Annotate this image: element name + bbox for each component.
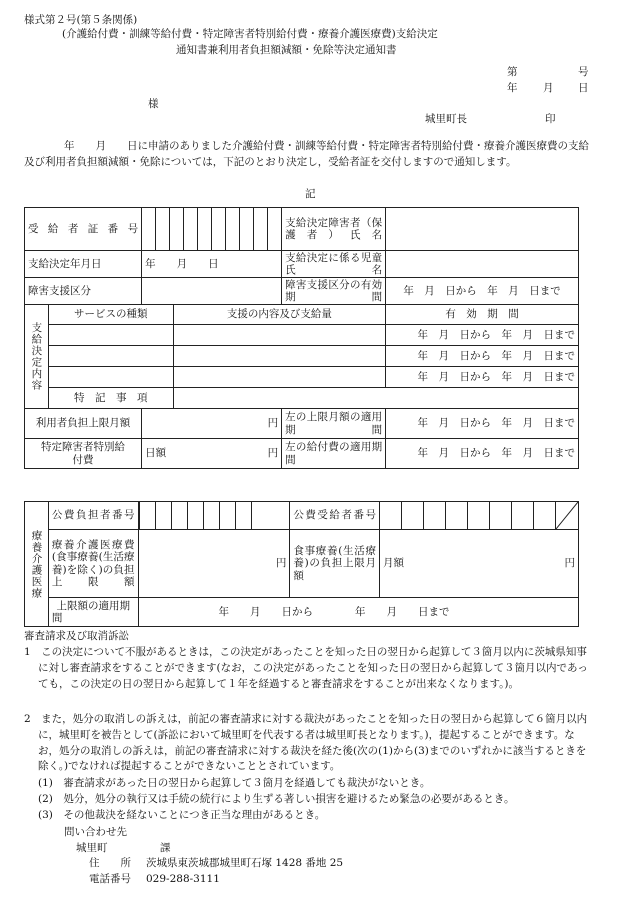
appeal-heading: 審査請求及び取消訴訟 bbox=[24, 630, 129, 642]
ki-label: 記 bbox=[305, 188, 316, 200]
decision-date-label: 支給決定年月日 bbox=[25, 251, 142, 278]
daily-amount-label: 日額 bbox=[145, 447, 167, 460]
appeal-item-3: (3) その他裁決を経ないことにつき正当な理由があるとき。 bbox=[38, 809, 326, 821]
contact-address-label: 住 所 bbox=[89, 857, 131, 869]
burden-period-value: 年 月 日から 年 月 日まで bbox=[386, 409, 579, 439]
special-notes-label: 特 記 事 項 bbox=[48, 388, 173, 409]
addressee-suffix: 様 bbox=[148, 98, 159, 110]
period-row-1: 年 月 日から 年 月 日まで bbox=[386, 325, 579, 346]
support-class-period-value: 年 月 日から 年 月 日まで bbox=[386, 278, 579, 305]
limit-period-value: 年 月 日から 年 月 日まで bbox=[138, 598, 578, 627]
special-benefit-value bbox=[142, 439, 282, 469]
detail-row-2 bbox=[173, 346, 385, 367]
child-name-label: 支給決定に係る児童氏名 bbox=[282, 251, 386, 278]
public-recipient-no-boxes bbox=[379, 502, 578, 530]
meal-limit-yen: 円 bbox=[564, 557, 575, 570]
date-month: 月 bbox=[543, 82, 554, 94]
recipient-no-label: 受給者証番号 bbox=[25, 208, 142, 251]
intro-text: 年 月 日に申請のありました介護給付費・訓練等給付費・特定障害者特別給付費・療養介護医療費の支給及び利用者負担額減額・免除については，下記のとおり決定し，受給者証を交付しますので通知します。 bbox=[24, 140, 589, 168]
date-year: 年 bbox=[507, 82, 518, 94]
medical-limit-label: 療養介護医療費(食事療養(生活療養)を除く)の負担上限額 bbox=[48, 530, 138, 598]
title-line-2: 通知書兼利用者負担額減額・免除等決定通知書 bbox=[176, 44, 397, 56]
burden-period-label: 左の上限月額の適用期間 bbox=[282, 409, 386, 439]
detail-row-3 bbox=[173, 367, 385, 388]
contact-tel: 029-288-3111 bbox=[146, 873, 220, 885]
guardian-name-value bbox=[386, 208, 579, 251]
contact-dept: 城里町 課 bbox=[76, 842, 171, 854]
decision-date-value: 年 月 日 bbox=[142, 251, 282, 278]
issuer: 城里町長 bbox=[425, 113, 467, 125]
guardian-name-label: 支給決定障害者（保護者）氏名 bbox=[282, 208, 386, 251]
contact-tel-label: 電話番号 bbox=[89, 873, 131, 885]
special-notes-value bbox=[173, 388, 578, 409]
support-class-period-label: 障害支援区分の有効期間 bbox=[282, 278, 386, 305]
appeal-paragraph-2: 2 また，処分の取消しの訴えは，前記の審査請求に対する裁決があったことを知った日の翌日から起算して６箇月以内に，城里町を被告として(訴訟において城里町を代表する者は城里町長となります。)，提起することができます。なお，処分の取消しの訴えは，前記の審査請求に対する裁決を経た後(次の(1)から(3)までのいずれかに該当するときを除く。)でなければ提起することができないこととされています。 bbox=[24, 713, 588, 773]
appeal-item-1: (1) 審査請求があった日の翌日から起算して３箇月を経過しても裁決がないとき。 bbox=[38, 777, 431, 789]
appeal-item-2: (2) 処分，処分の執行又は手続の続行により生ずる著しい損害を避けるため緊急の必要があるとき。 bbox=[38, 793, 515, 805]
benefit-period-label: 左の給付費の適用期間 bbox=[282, 439, 386, 469]
public-burden-no-boxes bbox=[138, 502, 290, 530]
form-number: 様式第２号(第５条関係) bbox=[24, 14, 138, 26]
doc-no-label: 第 bbox=[507, 66, 518, 78]
diagonal-slash bbox=[556, 502, 578, 529]
burden-limit-yen: 円 bbox=[142, 409, 282, 439]
appeal-paragraph-1: 1 この決定について不服があるときは，この決定があったことを知った日の翌日から起算して３箇月以内に茨城県知事に対し審査請求をすることができます(なお，この決定があったことを知った日の翌日から起算して３箇月以内であっても，この決定の日の翌日から起算して１年を経過すると審査請求をすることが出来なくなります。)。 bbox=[24, 646, 588, 690]
doc-no-suffix: 号 bbox=[578, 66, 589, 78]
contact-address: 茨城県東茨城郡城里町石塚 1428 番地 25 bbox=[146, 857, 344, 869]
title-line-1: (介護給付費・訓練等給付費・特定障害者特別給付費・療養介護医療費)支給決定 bbox=[62, 28, 438, 40]
support-detail-header: 支援の内容及び支給量 bbox=[173, 305, 385, 325]
benefit-period-value: 年 月 日から 年 月 日まで bbox=[386, 439, 579, 469]
public-burden-no-label: 公費負担者番号 bbox=[48, 502, 138, 530]
decision-content-side-label: 支給決定内容 bbox=[25, 305, 49, 409]
decision-table bbox=[24, 207, 579, 469]
meal-limit-label: 食事療養(生活療養)の負担上限月額 bbox=[290, 530, 380, 598]
limit-period-label: 上限額の適用期間 bbox=[48, 598, 138, 627]
medical-care-side-label: 療養介護医療 bbox=[25, 502, 49, 627]
valid-period-header: 有 効 期 間 bbox=[386, 305, 579, 325]
service-row-2 bbox=[48, 346, 173, 367]
burden-limit-label: 利用者負担上限月額 bbox=[25, 409, 142, 439]
detail-row-1 bbox=[173, 325, 385, 346]
period-row-3: 年 月 日から 年 月 日まで bbox=[386, 367, 579, 388]
period-row-2: 年 月 日から 年 月 日まで bbox=[386, 346, 579, 367]
contact-label: 問い合わせ先 bbox=[64, 826, 127, 838]
medical-limit-yen: 円 bbox=[138, 530, 290, 598]
special-benefit-label: 特定障害者特別給付費 bbox=[25, 439, 142, 469]
seal-mark: 印 bbox=[545, 113, 556, 125]
service-row-1 bbox=[48, 325, 173, 346]
special-benefit-yen: 円 bbox=[267, 447, 279, 460]
monthly-label: 月額 bbox=[382, 557, 404, 570]
medical-care-table bbox=[24, 501, 579, 627]
date-day: 日 bbox=[578, 82, 589, 94]
service-type-header: サービスの種類 bbox=[48, 305, 173, 325]
recipient-no-boxes bbox=[142, 208, 282, 251]
public-recipient-no-label: 公費受給者番号 bbox=[290, 502, 380, 530]
meal-limit-value bbox=[379, 530, 578, 598]
service-row-3 bbox=[48, 367, 173, 388]
support-class-label: 障害支援区分 bbox=[25, 278, 142, 305]
child-name-value bbox=[386, 251, 579, 278]
support-class-value bbox=[142, 278, 282, 305]
